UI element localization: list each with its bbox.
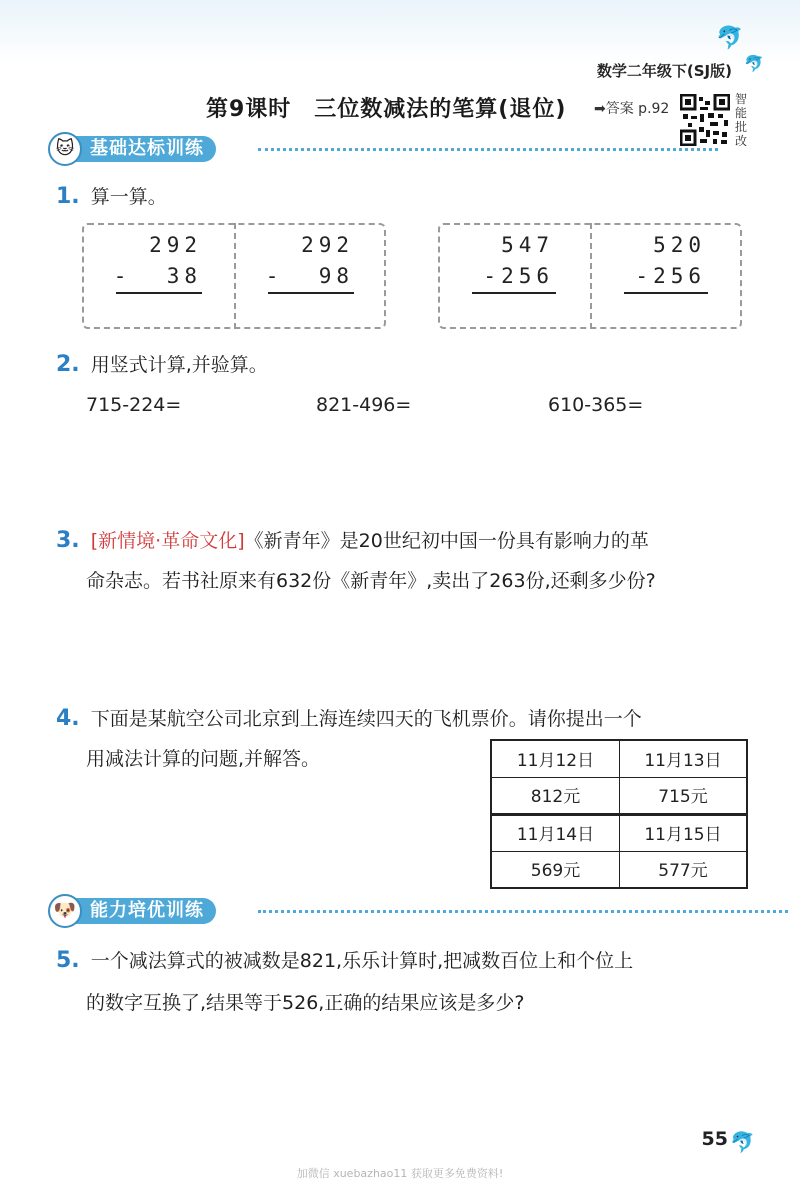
calc-line [624,292,708,294]
calc-2-top: 292 [301,233,354,257]
equation-2: 821-496= [316,394,412,416]
equation-1: 715-224= [86,394,182,416]
header-band [0,0,800,62]
question-text-line-2: 用减法计算的问题,并解答。 [86,748,321,770]
question-5 [56,946,766,973]
smart-grading-label: 智能批改 [735,92,748,148]
question-text-line-1: 一个减法算式的被减数是821,乐乐计算时,把减数百位上和个位上 [90,950,634,972]
footer-note: 加微信 xuebazhao11 获取更多免费资料! [296,1167,504,1180]
section-title: 基础达标训练 [56,136,216,162]
lesson-title: 第9课时 三位数减法的笔算(退位) [206,97,567,122]
section-banner-advanced [48,894,748,928]
calc-3-bottom: -256 [483,264,554,288]
calc-line [116,292,202,294]
table-cell-date: 11月13日 [644,751,722,771]
table-cell-price: 812元 [530,787,581,807]
calc-divider [590,223,592,329]
calc-2-bottom: - 98 [265,264,354,288]
answer-reference: ➡答案 p.92 [594,101,670,117]
ticket-price-table [490,739,748,889]
question-number: 2. [56,352,80,377]
equation-3: 610-365= [548,394,644,416]
question-number: 1. [56,184,80,209]
book-title: 数学二年级下(SJ版) [596,62,732,80]
section-banner-basic [48,132,748,166]
reading-dog-icon: 🐶 [48,894,82,928]
table-cell-date: 11月12日 [516,751,595,771]
pencil-cat-icon: 🐱 [48,132,82,166]
question-text: 用竖式计算,并验算。 [90,354,268,376]
question-1 [56,182,167,209]
calc-3-top: 547 [501,233,554,257]
calc-4-top: 520 [653,233,706,257]
question-number: 5. [56,948,80,973]
table-cell-price: 577元 [658,861,708,881]
calc-line [268,292,354,294]
dolphin-icon: 🐬 [730,1130,755,1154]
table-cell-date: 11月15日 [644,825,722,845]
question-3 [56,526,756,553]
calc-divider [234,223,236,329]
question-4 [56,704,756,731]
question-tag: [新情境·革命文化] [90,530,245,552]
section-divider [258,148,718,151]
table-cell-date: 11月14日 [516,825,595,845]
question-text-line-2: 的数字互换了,结果等于526,正确的结果应该是多少? [86,992,525,1014]
question-number: 3. [56,528,80,553]
question-text: 算一算。 [90,186,167,208]
table-cell-price: 569元 [530,861,581,881]
dolphin-icon: 🐬 [744,54,764,73]
calc-1-bottom: - 38 [113,264,202,288]
question-text-line-1: 下面是某航空公司北京到上海连续四天的飞机票价。请你提出一个 [90,708,642,730]
table-cell-price: 715元 [658,787,708,807]
calc-line [472,292,556,294]
calc-4-bottom: -256 [635,264,706,288]
question-text-line-1: 《新青年》是20世纪初中国一份具有影响力的革 [244,530,649,552]
calc-1-top: 292 [149,233,202,257]
question-2 [56,350,268,377]
section-title: 能力培优训练 [56,898,216,924]
question-number: 4. [56,706,80,731]
section-divider [258,910,788,913]
dolphin-icon: 🐬 [716,26,744,51]
page-number: 55 [701,1128,728,1150]
question-text-line-2: 命杂志。若书社原来有632份《新青年》,卖出了263份,还剩多少份? [86,570,656,592]
